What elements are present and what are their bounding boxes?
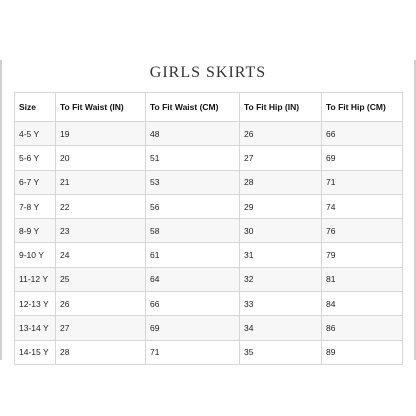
cell-hip-in: 28 [240, 170, 322, 194]
cell-waist-in: 20 [56, 146, 146, 170]
cell-waist-in: 19 [56, 122, 146, 146]
cell-waist-in: 23 [56, 219, 146, 243]
cell-waist-cm: 48 [146, 122, 240, 146]
table-row [15, 340, 403, 364]
cell-hip-in: 32 [240, 267, 322, 291]
cell-size: 11-12 Y [15, 267, 56, 291]
cell-size: 8-9 Y [15, 219, 56, 243]
cell-hip-in: 26 [240, 122, 322, 146]
cell-size: 12-13 Y [15, 292, 56, 316]
cell-size: 7-8 Y [15, 194, 56, 218]
cell-waist-cm: 53 [146, 170, 240, 194]
size-chart-table [14, 92, 403, 365]
cell-waist-in: 22 [56, 194, 146, 218]
table-row [15, 194, 403, 218]
cell-hip-cm: 76 [322, 219, 403, 243]
header-hip-cm: To Fit Hip (CM) [322, 93, 403, 122]
cell-size: 4-5 Y [15, 122, 56, 146]
cell-waist-cm: 58 [146, 219, 240, 243]
cell-waist-cm: 66 [146, 292, 240, 316]
cell-waist-cm: 61 [146, 243, 240, 267]
cell-hip-cm: 84 [322, 292, 403, 316]
cell-hip-cm: 81 [322, 267, 403, 291]
cell-hip-in: 31 [240, 243, 322, 267]
cell-hip-in: 27 [240, 146, 322, 170]
cell-hip-in: 29 [240, 194, 322, 218]
cell-hip-cm: 89 [322, 340, 403, 364]
cell-waist-in: 27 [56, 316, 146, 340]
header-waist-cm: To Fit Waist (CM) [146, 93, 240, 122]
cell-hip-in: 30 [240, 219, 322, 243]
cell-hip-in: 33 [240, 292, 322, 316]
cell-hip-cm: 71 [322, 170, 403, 194]
cell-size: 5-6 Y [15, 146, 56, 170]
page-title: GIRLS SKIRTS [149, 64, 267, 81]
table-row [15, 316, 403, 340]
table-row [15, 267, 403, 291]
cell-waist-in: 28 [56, 340, 146, 364]
cell-waist-cm: 69 [146, 316, 240, 340]
cell-waist-cm: 71 [146, 340, 240, 364]
cell-size: 13-14 Y [15, 316, 56, 340]
header-waist-in: To Fit Waist (IN) [56, 93, 146, 122]
cell-waist-in: 26 [56, 292, 146, 316]
cell-hip-in: 34 [240, 316, 322, 340]
cell-hip-cm: 66 [322, 122, 403, 146]
cell-size: 6-7 Y [15, 170, 56, 194]
header-size: Size [15, 93, 56, 122]
table-row [15, 122, 403, 146]
table-row [15, 243, 403, 267]
cell-hip-cm: 74 [322, 194, 403, 218]
table-header-row [15, 93, 403, 122]
cell-waist-in: 25 [56, 267, 146, 291]
table-row [15, 292, 403, 316]
cell-waist-in: 21 [56, 170, 146, 194]
cell-hip-cm: 86 [322, 316, 403, 340]
table-row [15, 170, 403, 194]
cell-size: 14-15 Y [15, 340, 56, 364]
table-row [15, 219, 403, 243]
cell-waist-cm: 51 [146, 146, 240, 170]
cell-waist-in: 24 [56, 243, 146, 267]
cell-waist-cm: 64 [146, 267, 240, 291]
table-row [15, 146, 403, 170]
header-hip-in: To Fit Hip (IN) [240, 93, 322, 122]
cell-hip-in: 35 [240, 340, 322, 364]
cell-waist-cm: 56 [146, 194, 240, 218]
cell-size: 9-10 Y [15, 243, 56, 267]
cell-hip-cm: 69 [322, 146, 403, 170]
left-edge-divider [0, 60, 2, 360]
cell-hip-cm: 79 [322, 243, 403, 267]
